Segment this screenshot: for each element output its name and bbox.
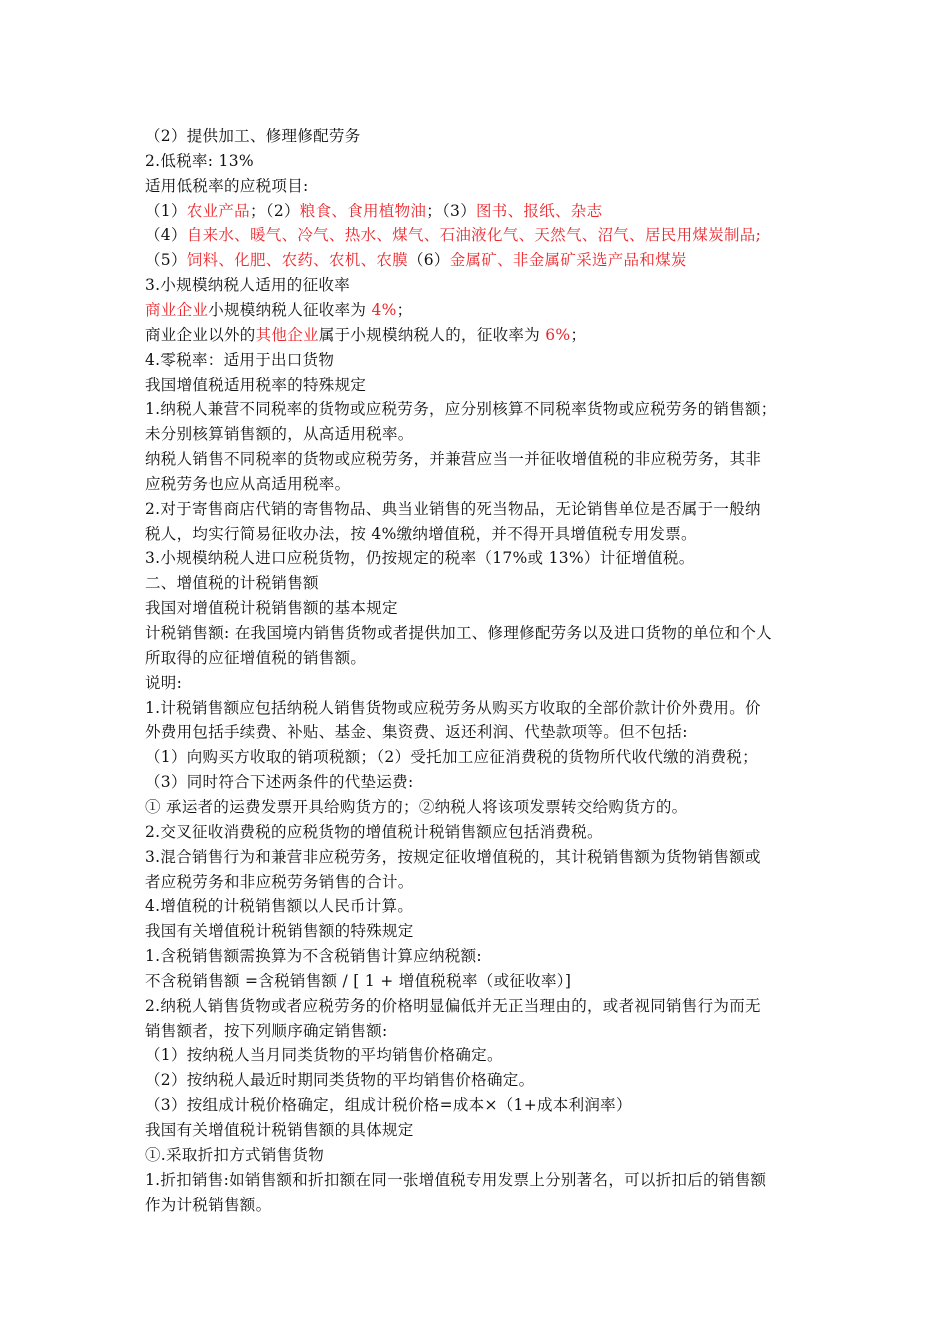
text-segment: 2.低税率: 13% — [145, 151, 254, 170]
text-segment: （1）按纳税人当月同类货物的平均销售价格确定。 — [145, 1046, 503, 1065]
text-line — [145, 1168, 766, 1192]
text-line — [145, 646, 366, 670]
text-segment: 我国增值税适用税率的特殊规定 — [145, 375, 367, 394]
text-line — [145, 596, 398, 620]
text-segment: 计税销售额: 在我国境内销售货物或者提供加工、修理修配劳务以及进口货物的单位和个人 — [145, 624, 772, 642]
text-segment: （5） — [145, 251, 187, 270]
text-line — [145, 1118, 414, 1142]
text-segment: 小规模纳税人征收率为 — [208, 300, 372, 319]
text-line — [145, 422, 414, 446]
text-segment: ；（3） — [426, 201, 476, 220]
highlighted-term: 其他企业 — [255, 325, 319, 344]
text-segment: 我国有关增值税计税销售额的具体规定 — [145, 1121, 414, 1139]
text-line — [145, 820, 603, 844]
text-segment: ； — [396, 300, 413, 319]
text-segment: 3.小规模纳税人进口应税货物，仍按规定的税率（17%或 13%）计征增值税。 — [145, 549, 695, 568]
text-segment: 应税劳务也应从高适用税率。 — [145, 474, 351, 493]
highlighted-term: 饲料、化肥、农药、农机、农膜 — [186, 251, 408, 270]
text-line — [145, 149, 254, 173]
text-segment: 我国对增值税计税销售额的基本规定 — [145, 599, 398, 618]
text-segment: ；（2） — [249, 201, 300, 220]
text-line — [145, 720, 688, 744]
text-line — [145, 199, 602, 223]
text-segment: （1）向购买方收取的销项税额；（2）受托加工应征消费税的货物所代收代缴的消费税； — [145, 748, 758, 767]
text-line — [145, 298, 412, 322]
text-line — [145, 472, 350, 496]
text-line — [145, 770, 414, 794]
text-line — [145, 944, 482, 968]
text-line — [145, 1093, 632, 1117]
text-segment: （6） — [407, 251, 450, 270]
text-line — [145, 1068, 534, 1092]
text-segment: 4.增值税的计税销售额以人民币计算。 — [145, 897, 414, 916]
text-line — [145, 696, 761, 720]
text-line — [145, 397, 777, 421]
text-segment: 二、增值税的计税销售额 — [145, 574, 319, 593]
text-line — [145, 571, 319, 595]
text-segment: 不含税销售额 =含税销售额 / [ 1 + 增值税税率（或征收率）] — [145, 971, 572, 990]
text-line — [145, 1019, 388, 1043]
text-segment: 者应税劳务和非应税劳务销售的合计。 — [145, 872, 414, 891]
text-segment: 商业企业以外的 — [145, 325, 256, 344]
text-segment: 我国有关增值税计税销售额的特殊规定 — [145, 922, 414, 941]
highlighted-term: 6% — [545, 325, 571, 344]
text-segment: 说明: — [145, 673, 183, 692]
highlighted-term: 金属矿、非金属矿采选产品和煤炭 — [449, 251, 687, 270]
highlighted-term: 图书、报纸、杂志 — [476, 201, 603, 220]
text-segment: （3）按组成计税价格确定，组成计税价格=成本×（1+成本利润率） — [145, 1096, 632, 1115]
text-line — [145, 994, 761, 1018]
text-segment: 2.纳税人销售货物或者应税劳务的价格明显偏低并无正当理由的，或者视同销售行为而无 — [145, 996, 761, 1015]
text-line — [145, 223, 761, 247]
highlighted-term: 农业产品 — [186, 201, 250, 220]
text-line — [145, 373, 366, 397]
text-segment: （2）按纳税人最近时期同类货物的平均销售价格确定。 — [145, 1071, 535, 1090]
text-segment: 2.交叉征收消费税的应税货物的增值税计税销售额应包括消费税。 — [145, 822, 603, 841]
text-segment: 未分别核算销售额的，从高适用税率。 — [145, 425, 414, 444]
text-line — [145, 273, 350, 297]
text-line — [145, 969, 571, 993]
highlighted-term: 自来水、暖气、冷气、热水、煤气、石油液化气、天然气、沼气、居民用煤炭制品; — [186, 226, 762, 245]
text-line — [145, 795, 687, 819]
text-segment: （1） — [145, 201, 187, 220]
text-segment: 1.纳税人兼营不同税率的货物或应税劳务，应分别核算不同税率货物或应税劳务的销售额； — [145, 400, 777, 419]
text-line — [145, 497, 761, 521]
highlighted-term: 商业企业 — [145, 300, 209, 319]
text-line — [145, 447, 761, 471]
text-line — [145, 845, 761, 869]
text-line — [145, 1143, 324, 1167]
text-line — [145, 919, 414, 943]
text-line — [145, 1043, 503, 1067]
text-line — [145, 870, 414, 894]
text-line — [145, 546, 695, 570]
text-line — [145, 621, 772, 645]
text-segment: 1.折扣销售:如销售额和折扣额在同一张增值税专用发票上分别著名，可以折扣后的销售额 — [145, 1170, 767, 1189]
text-line — [145, 671, 182, 695]
text-line — [145, 323, 586, 347]
text-segment: （4） — [145, 226, 187, 245]
text-line — [145, 124, 361, 148]
text-line — [145, 745, 758, 769]
text-segment: 适用低税率的应税项目: — [145, 176, 309, 195]
text-segment: 1.含税销售额需换算为不含税销售计算应纳税额: — [145, 947, 482, 966]
text-segment: 纳税人销售不同税率的货物或应税劳务，并兼营应当一并征收增值税的非应税劳务，其非 — [145, 450, 762, 469]
text-segment: （3）同时符合下述两条件的代垫运费: — [145, 773, 414, 792]
text-segment: 2.对于寄售商店代销的寄售物品、典当业销售的死当物品，无论销售单位是否属于一般纳 — [145, 499, 761, 518]
text-segment: 外费用包括手续费、补贴、基金、集资费、返还利润、代垫款项等。但不包括: — [145, 723, 688, 742]
text-segment: 作为计税销售额。 — [145, 1195, 272, 1214]
text-segment: 4.零税率：适用于出口货物 — [145, 350, 335, 369]
text-segment: ① 承运者的运费发票开具给购货方的；②纳税人将该项发票转交给购货方的。 — [145, 797, 688, 816]
text-line — [145, 174, 309, 198]
text-segment: 3.小规模纳税人适用的征收率 — [145, 276, 350, 295]
text-segment: 销售额者，按下列顺序确定销售额: — [145, 1021, 388, 1040]
text-segment: ； — [570, 325, 587, 344]
text-segment: 属于小规模纳税人的，征收率为 — [318, 325, 546, 344]
text-line — [145, 348, 334, 372]
highlighted-term: 粮食、食用植物油 — [299, 201, 427, 220]
text-segment: 3.混合销售行为和兼营非应税劳务，按规定征收增值税的，其计税销售额为货物销售额或 — [145, 847, 761, 866]
text-line — [145, 248, 687, 272]
text-line — [145, 1193, 271, 1217]
text-segment: ①.采取折扣方式销售货物 — [145, 1145, 325, 1164]
text-segment: 所取得的应征增值税的销售额。 — [145, 648, 367, 667]
highlighted-term: 4% — [371, 300, 397, 319]
text-segment: 1.计税销售额应包括纳税人销售货物或应税劳务从购买方收取的全部价款计价外费用。价 — [145, 698, 761, 717]
text-line — [145, 522, 697, 546]
text-segment: （2）提供加工、修理修配劳务 — [145, 127, 361, 145]
text-line — [145, 894, 413, 918]
text-segment: 税人，均实行简易征收办法，按 4%缴纳增值税，并不得开具增值税专用发票。 — [145, 524, 697, 543]
